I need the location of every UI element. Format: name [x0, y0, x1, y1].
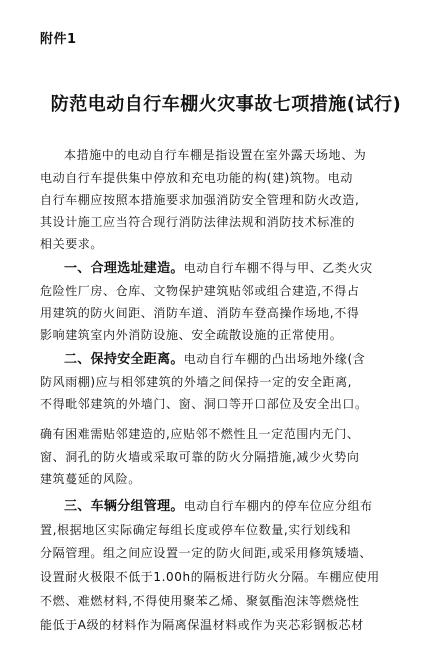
section2-line-6: 建筑蔓延的风险。 [40, 472, 141, 486]
section3-line-6: 能低于A级的材料作为隔离保温材料或作为夹芯彩钢板芯材 [40, 618, 364, 632]
intro-line-3: 自行车棚应按照本措施要求加强消防安全管理和防火改造, [40, 193, 360, 207]
section2-heading: 二、保持安全距离。 [64, 352, 184, 367]
section1-line-3: 用建筑的防火间距、消防车道、消防车登高操作场地,不得 [40, 306, 360, 320]
section3-first-line [64, 498, 412, 515]
section3-line-3: 分隔管理。组之间应设置一定的防火间距,或采用修筑矮墙、 [40, 546, 373, 560]
section2-line-5: 窗、洞孔的防火墙或采取可靠的防火分隔措施,减少火势向 [40, 450, 360, 464]
section3-line-5: 不燃、难燃材料,不得使用聚苯乙烯、聚氨酯泡沫等燃烧性 [40, 594, 360, 608]
section3-first-line-text: 电动自行车棚内的停车位应分组布 [183, 499, 373, 513]
section2-first-line [64, 351, 412, 368]
intro-line-2: 电动自行车提供集中停放和充电功能的构(建)筑物。电动 [40, 171, 353, 185]
section3-heading: 三、车辆分组管理。 [64, 499, 184, 514]
intro-line-4: 其设计施工应当符合现行消防法律法规和消防技术标准的 [40, 215, 356, 229]
document-title: 防范电动自行车棚火灾事故七项措施(试行) [50, 94, 402, 115]
section1-line-2: 危险性厂房、仓库、文物保护建筑贴邻或组合建造,不得占 [40, 284, 360, 298]
section1-first-line-text: 电动自行车棚不得与甲、乙类火灾 [183, 261, 373, 275]
section2-line-2: 防风雨棚)应与相邻建筑的外墙之间保持一定的安全距离, [40, 375, 353, 389]
section2-line-4: 确有困难需贴邻建造的,应贴邻不燃性且一定范围内无门、 [40, 427, 360, 441]
intro-line-1: 本措施中的电动自行车棚是指设置在室外露天场地、为 [64, 148, 367, 162]
section3-line-4: 设置耐火极限不低于1.00h的隔板进行防火分隔。车棚应使用 [40, 570, 380, 584]
section1-heading: 一、合理选址建造。 [64, 261, 184, 276]
section2-line-3: 不得毗邻建筑的外墙门、窗、洞口等开口部位及安全出口。 [40, 397, 368, 411]
section2-first-line-text: 电动自行车棚的凸出场地外缘(含 [183, 352, 366, 366]
attachment-label: 附件1 [40, 32, 77, 47]
intro-line-5: 相关要求。 [40, 237, 104, 251]
section1-first-line [64, 260, 412, 277]
section1-line-4: 影响建筑室内外消防设施、安全疏散设施的正常使用。 [40, 328, 343, 342]
section3-line-2: 置,根据地区实际确定每组长度或停车位数量,实行划线和 [40, 523, 352, 537]
